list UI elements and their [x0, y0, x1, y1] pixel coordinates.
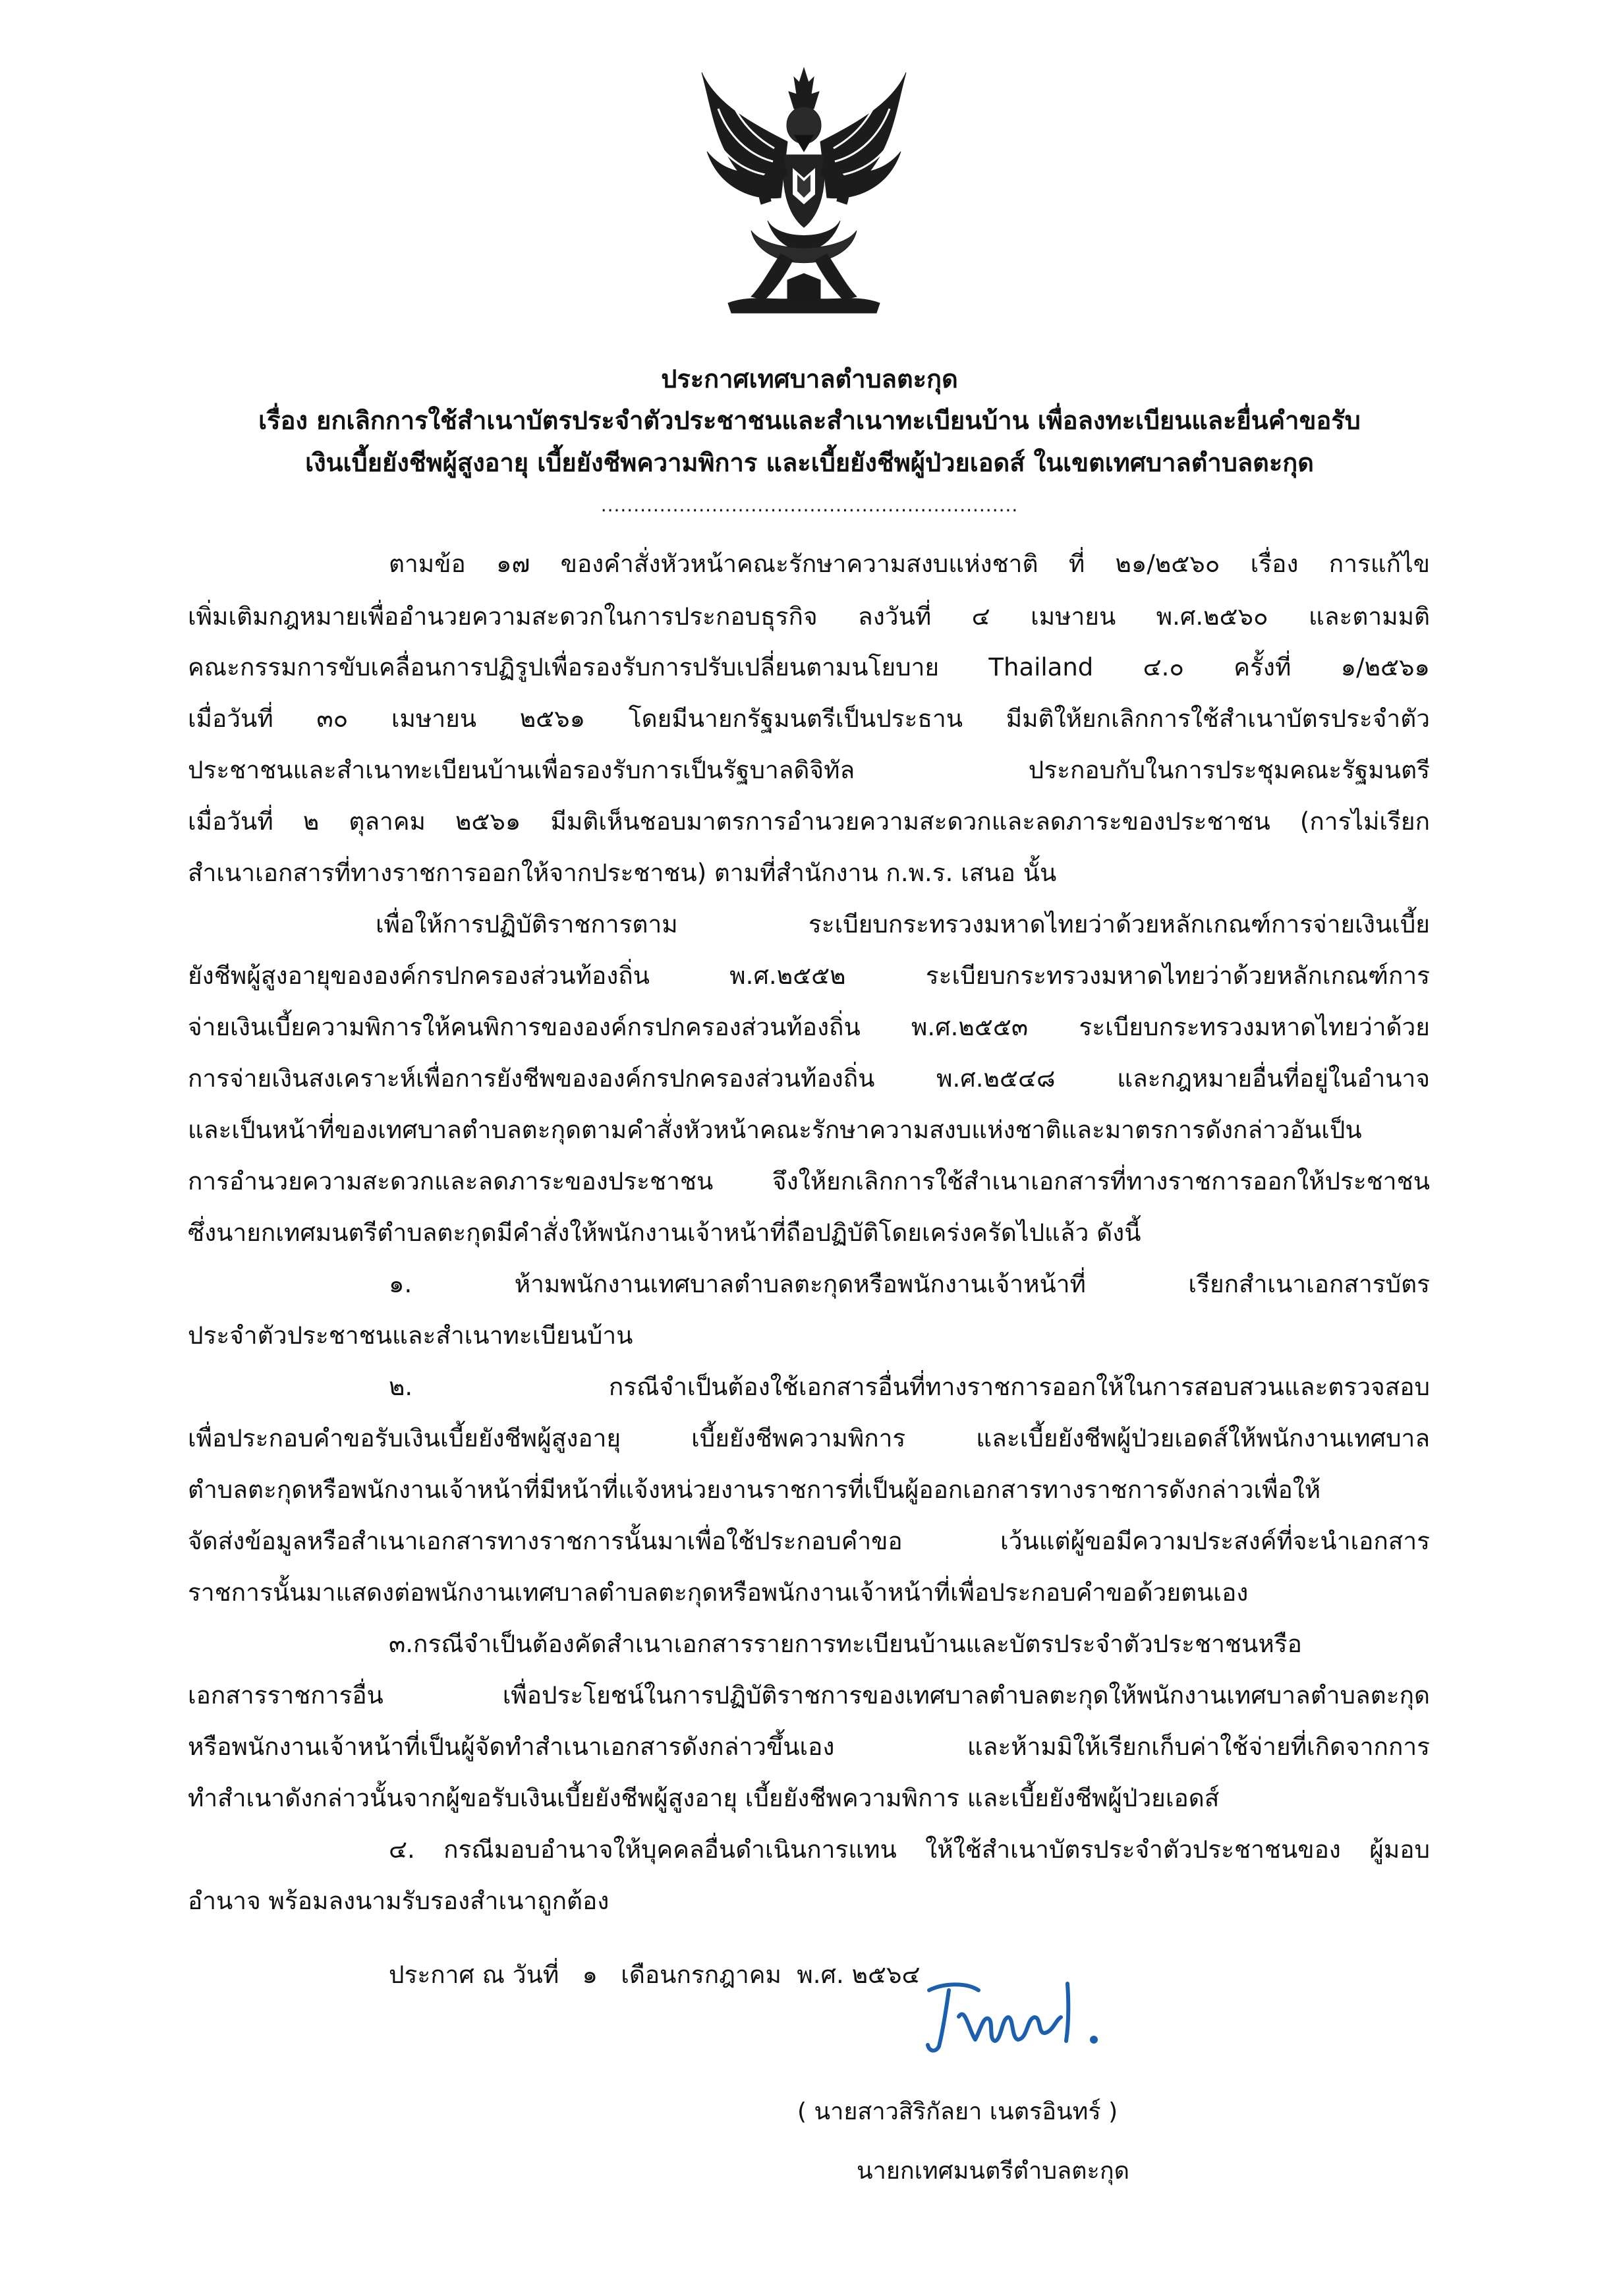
paragraph-2-line: เพื่อให้การปฏิบัติราชการตาม ระเบียบกระทรวงมหาดไทยว่าด้วยหลักเกณฑ์การจ่ายเงินเบี้ย	[376, 910, 1430, 938]
paragraph-1-line: ตามข้อ ๑๗ ของคำสั่งหัวหน้าคณะรักษาความสงบแห่งชาติ ที่ ๒๑/๒๕๖๐ เรื่อง การแก้ไข	[389, 550, 1430, 578]
paragraph-2-line: จ่ายเงินเบี้ยความพิการให้คนพิการขององค์กรปกครองส่วนท้องถิ่น พ.ศ.๒๕๕๓ ระเบียบกระทรวงมหาดไทยว่าด้วย	[188, 1013, 1430, 1041]
item-3-line: เอกสารราชการอื่น เพื่อประโยชน์ในการปฏิบัติราชการของเทศบาลตำบลตะกุดให้พนักงานเทศบาลตำบลตะกุด	[188, 1681, 1430, 1709]
paragraph-2-line: ซึ่งนายกเทศมนตรีตำบลตะกุดมีคำสั่งให้พนักงานเจ้าหน้าที่ถือปฏิบัติโดยเคร่งครัดไปแล้ว ดังนี้	[188, 1219, 1141, 1247]
garuda-emblem-icon	[689, 63, 919, 320]
document-title: ประกาศเทศบาลตำบลตะกุด	[661, 364, 958, 393]
paragraph-1-line: เมื่อวันที่ ๓๐ เมษายน ๒๕๖๑ โดยมีนายกรัฐมนตรีเป็นประธาน มีมติให้ยกเลิกการใช้สำเนาบัตรประจำตัว	[188, 704, 1430, 733]
item-4-line: อำนาจ พร้อมลงนามรับรองสำเนาถูกต้อง	[188, 1887, 610, 1915]
paragraph-2-line: การจ่ายเงินสงเคราะห์เพื่อการยังชีพขององค์กรปกครองส่วนท้องถิ่น พ.ศ.๒๕๔๘ และกฎหมายอื่นที่อยู่ในอำนาจ	[188, 1064, 1430, 1093]
signer-name: ( นายสาวสิริกัลยา เนตรอินทร์ )	[797, 2098, 1118, 2125]
paragraph-1-line: ประชาชนและสำเนาทะเบียนบ้านเพื่อรองรับการเป็นรัฐบาลดิจิทัล ประกอบกับในการประชุมคณะรัฐมนตรี	[188, 756, 1430, 784]
item-2-line: ตำบลตะกุดหรือพนักงานเจ้าหน้าที่มีหน้าที่แจ้งหน่วยงานราชการที่เป็นผู้ออกเอกสารทางราชการดังกล่าวเพื่อให้	[188, 1476, 1321, 1504]
title-divider: ................................................................	[600, 494, 1019, 516]
item-2-line: ราชการนั้นมาแสดงต่อพนักงานเทศบาลตำบลตะกุดหรือพนักงานเจ้าหน้าที่เพื่อประกอบคำขอด้วยตนเอง	[188, 1578, 1249, 1607]
paragraph-1-line: เมื่อวันที่ ๒ ตุลาคม ๒๕๖๑ มีมติเห็นชอบมาตรการอำนวยความสะดวกและลดภาระของประชาชน (การไม่เรียก	[188, 807, 1430, 836]
item-1-line: ๑. ห้ามพนักงานเทศบาลตำบลตะกุดหรือพนักงานเจ้าหน้าที่ เรียกสำเนาเอกสารบัตร	[389, 1270, 1430, 1298]
paragraph-2-line: ยังชีพผู้สูงอายุขององค์กรปกครองส่วนท้องถิ่น พ.ศ.๒๕๕๒ ระเบียบกระทรวงมหาดไทยว่าด้วยหลักเกณฑ์การ	[188, 961, 1430, 990]
item-2-line: จัดส่งข้อมูลหรือสำเนาเอกสารทางราชการนั้นมาเพื่อใช้ประกอบคำขอ เว้นแต่ผู้ขอมีความประสงค์ที่จะนำเอกสาร	[188, 1527, 1430, 1555]
paragraph-1-line: เพิ่มเติมกฎหมายเพื่ออำนวยความสะดวกในการประกอบธุรกิจ ลงวันที่ ๔ เมษายน พ.ศ.๒๕๖๐ และตามมติ	[188, 602, 1431, 631]
item-3-line: ๓.กรณีจำเป็นต้องคัดสำเนาเอกสารรายการทะเบียนบ้านและบัตรประจำตัวประชาชนหรือ	[389, 1630, 1302, 1658]
item-3-line: ทำสำเนาดังกล่าวนั้นจากผู้ขอรับเงินเบี้ยยังชีพผู้สูงอายุ เบี้ยยังชีพความพิการ และเบี้ยยังชีพผู้ป่วยเอดส์	[188, 1784, 1220, 1812]
subject-line-2: เงินเบี้ยยังชีพผู้สูงอายุ เบี้ยยังชีพความพิการ และเบี้ยยังชีพผู้ป่วยเอดส์ ในเขตเทศบาลตำบลตะกุด	[305, 448, 1314, 477]
item-3-line: หรือพนักงานเจ้าหน้าที่เป็นผู้จัดทำสำเนาเอกสารดังกล่าวขึ้นเอง และห้ามมิให้เรียกเก็บค่าใช้จ่ายที่เกิดจากการ	[188, 1733, 1430, 1761]
announcement-date: ประกาศ ณ วันที่ ๑ เดือนกรกฎาคม พ.ศ. ๒๕๖๔	[389, 1961, 921, 1989]
paragraph-1-line: สำเนาเอกสารที่ทางราชการออกให้จากประชาชน) ตามที่สำนักงาน ก.พ.ร. เสนอ นั้น	[188, 859, 1057, 887]
paragraph-2-line: การอำนวยความสะดวกและลดภาระของประชาชน จึงให้ยกเลิกการใช้สำเนาเอกสารที่ทางราชการออกให้ประชาชน	[188, 1167, 1430, 1195]
signer-position: นายกเทศมนตรีตำบลตะกุด	[857, 2158, 1130, 2185]
subject-line-1: เรื่อง ยกเลิกการใช้สำเนาบัตรประจำตัวประชาชนและสำเนาทะเบียนบ้าน เพื่อลงทะเบียนและยื่นคำขอรับ	[258, 406, 1361, 435]
handwritten-signature-icon	[903, 1967, 1127, 2066]
item-2-line: ๒. กรณีจำเป็นต้องใช้เอกสารอื่นที่ทางราชการออกให้ในการสอบสวนและตรวจสอบ	[389, 1373, 1430, 1401]
item-2-line: เพื่อประกอบคำขอรับเงินเบี้ยยังชีพผู้สูงอายุ เบี้ยยังชีพความพิการ และเบี้ยยังชีพผู้ป่วยเอดส์ให้พนักงานเทศบาล	[188, 1424, 1430, 1452]
item-1-line: ประจำตัวประชาชนและสำเนาทะเบียนบ้าน	[188, 1321, 633, 1350]
paragraph-2-line: และเป็นหน้าที่ของเทศบาลตำบลตะกุดตามคำสั่งหัวหน้าคณะรักษาความสงบแห่งชาติและมาตรการดังกล่าวอันเป็น	[188, 1116, 1362, 1144]
item-4-line: ๔. กรณีมอบอำนาจให้บุคคลอื่นดำเนินการแทน ให้ใช้สำเนาบัตรประจำตัวประชาชนของ ผู้มอบ	[389, 1835, 1430, 1864]
paragraph-1-line: คณะกรรมการขับเคลื่อนการปฏิรูปเพื่อรองรับการปรับเปลี่ยนตามนโยบาย Thailand ๔.๐ ครั้งที่ ๑/๒๕๖๑	[188, 653, 1430, 681]
